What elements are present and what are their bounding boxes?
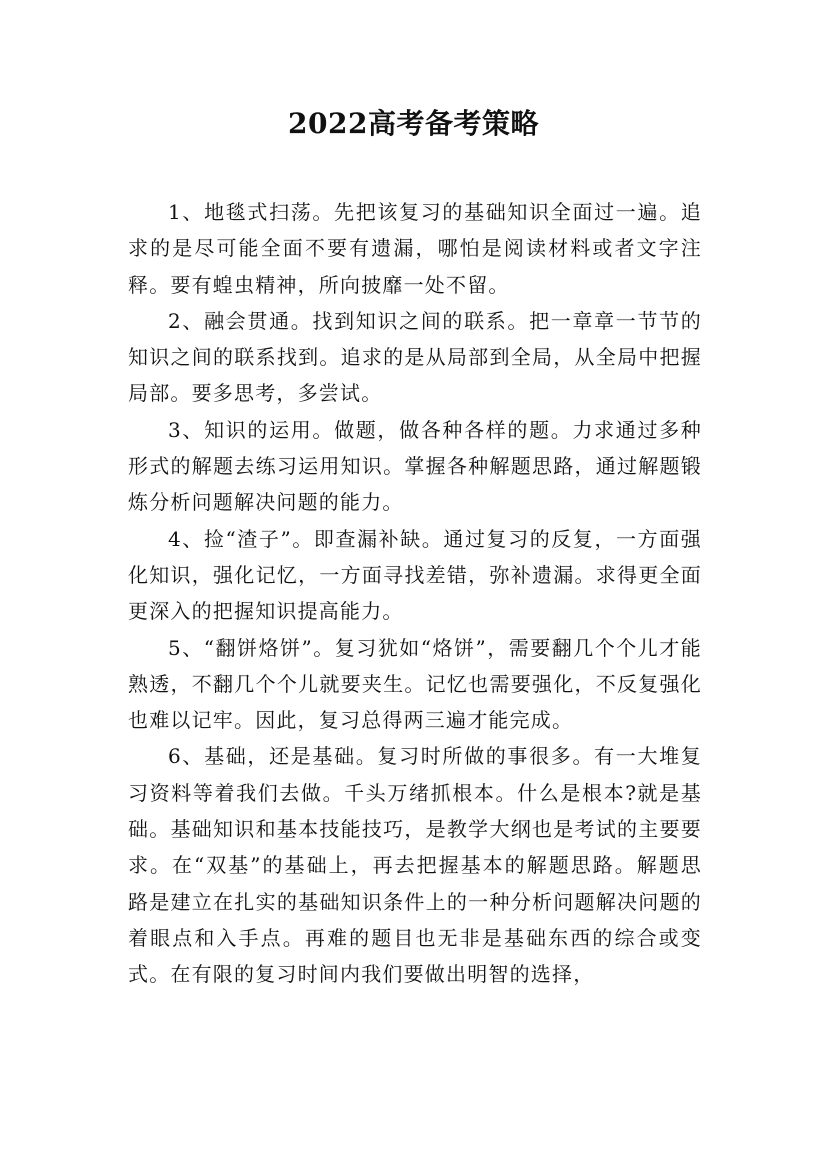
paragraph-2: 2、融会贯通。找到知识之间的联系。把一章章一节节的知识之间的联系找到。追求的是从局部到全局，从全局中把握局部。要多思考，多尝试。 <box>128 308 702 406</box>
document-title: 2022高考备考策略 <box>288 107 539 140</box>
paragraph-6: 6、基础，还是基础。复习时所做的事很多。有一大堆复习资料等着我们去做。千头万绪抓根本。什么是根本?就是基础。基础知识和基本技能技巧，是教学大纲也是考试的主要要求。在“双基”的基础上，再去把握基本的解题思路。解题思路是建立在扎实的基础知识条件上的一种分析问题解决问题的着眼点和入手点。再难的题目也无非是基础东西的综合或变式。在有限的复习时间内我们要做出明智的选择， <box>128 744 702 987</box>
document-body <box>128 194 702 993</box>
paragraph-1: 1、地毯式扫荡。先把该复习的基础知识全面过一遍。追求的是尽可能全面不要有遗漏，哪怕是阅读材料或者文字注释。要有蝗虫精神，所向披靡一处不留。 <box>128 200 702 297</box>
paragraph-4: 4、捡“渣子”。即查漏补缺。通过复习的反复，一方面强化知识，强化记忆，一方面寻找差错，弥补遗漏。求得更全面更深入的把握知识提高能力。 <box>128 526 702 624</box>
paragraph-3: 3、知识的运用。做题，做各种各样的题。力求通过多种形式的解题去练习运用知识。掌握各种解题思路，通过解题锻炼分析问题解决问题的能力。 <box>128 417 702 515</box>
paragraph-5: 5、“翻饼烙饼”。复习犹如“烙饼”，需要翻几个个儿才能熟透，不翻几个个儿就要夹生。记忆也需要强化，不反复强化也难以记牢。因此，复习总得两三遍才能完成。 <box>128 635 702 733</box>
